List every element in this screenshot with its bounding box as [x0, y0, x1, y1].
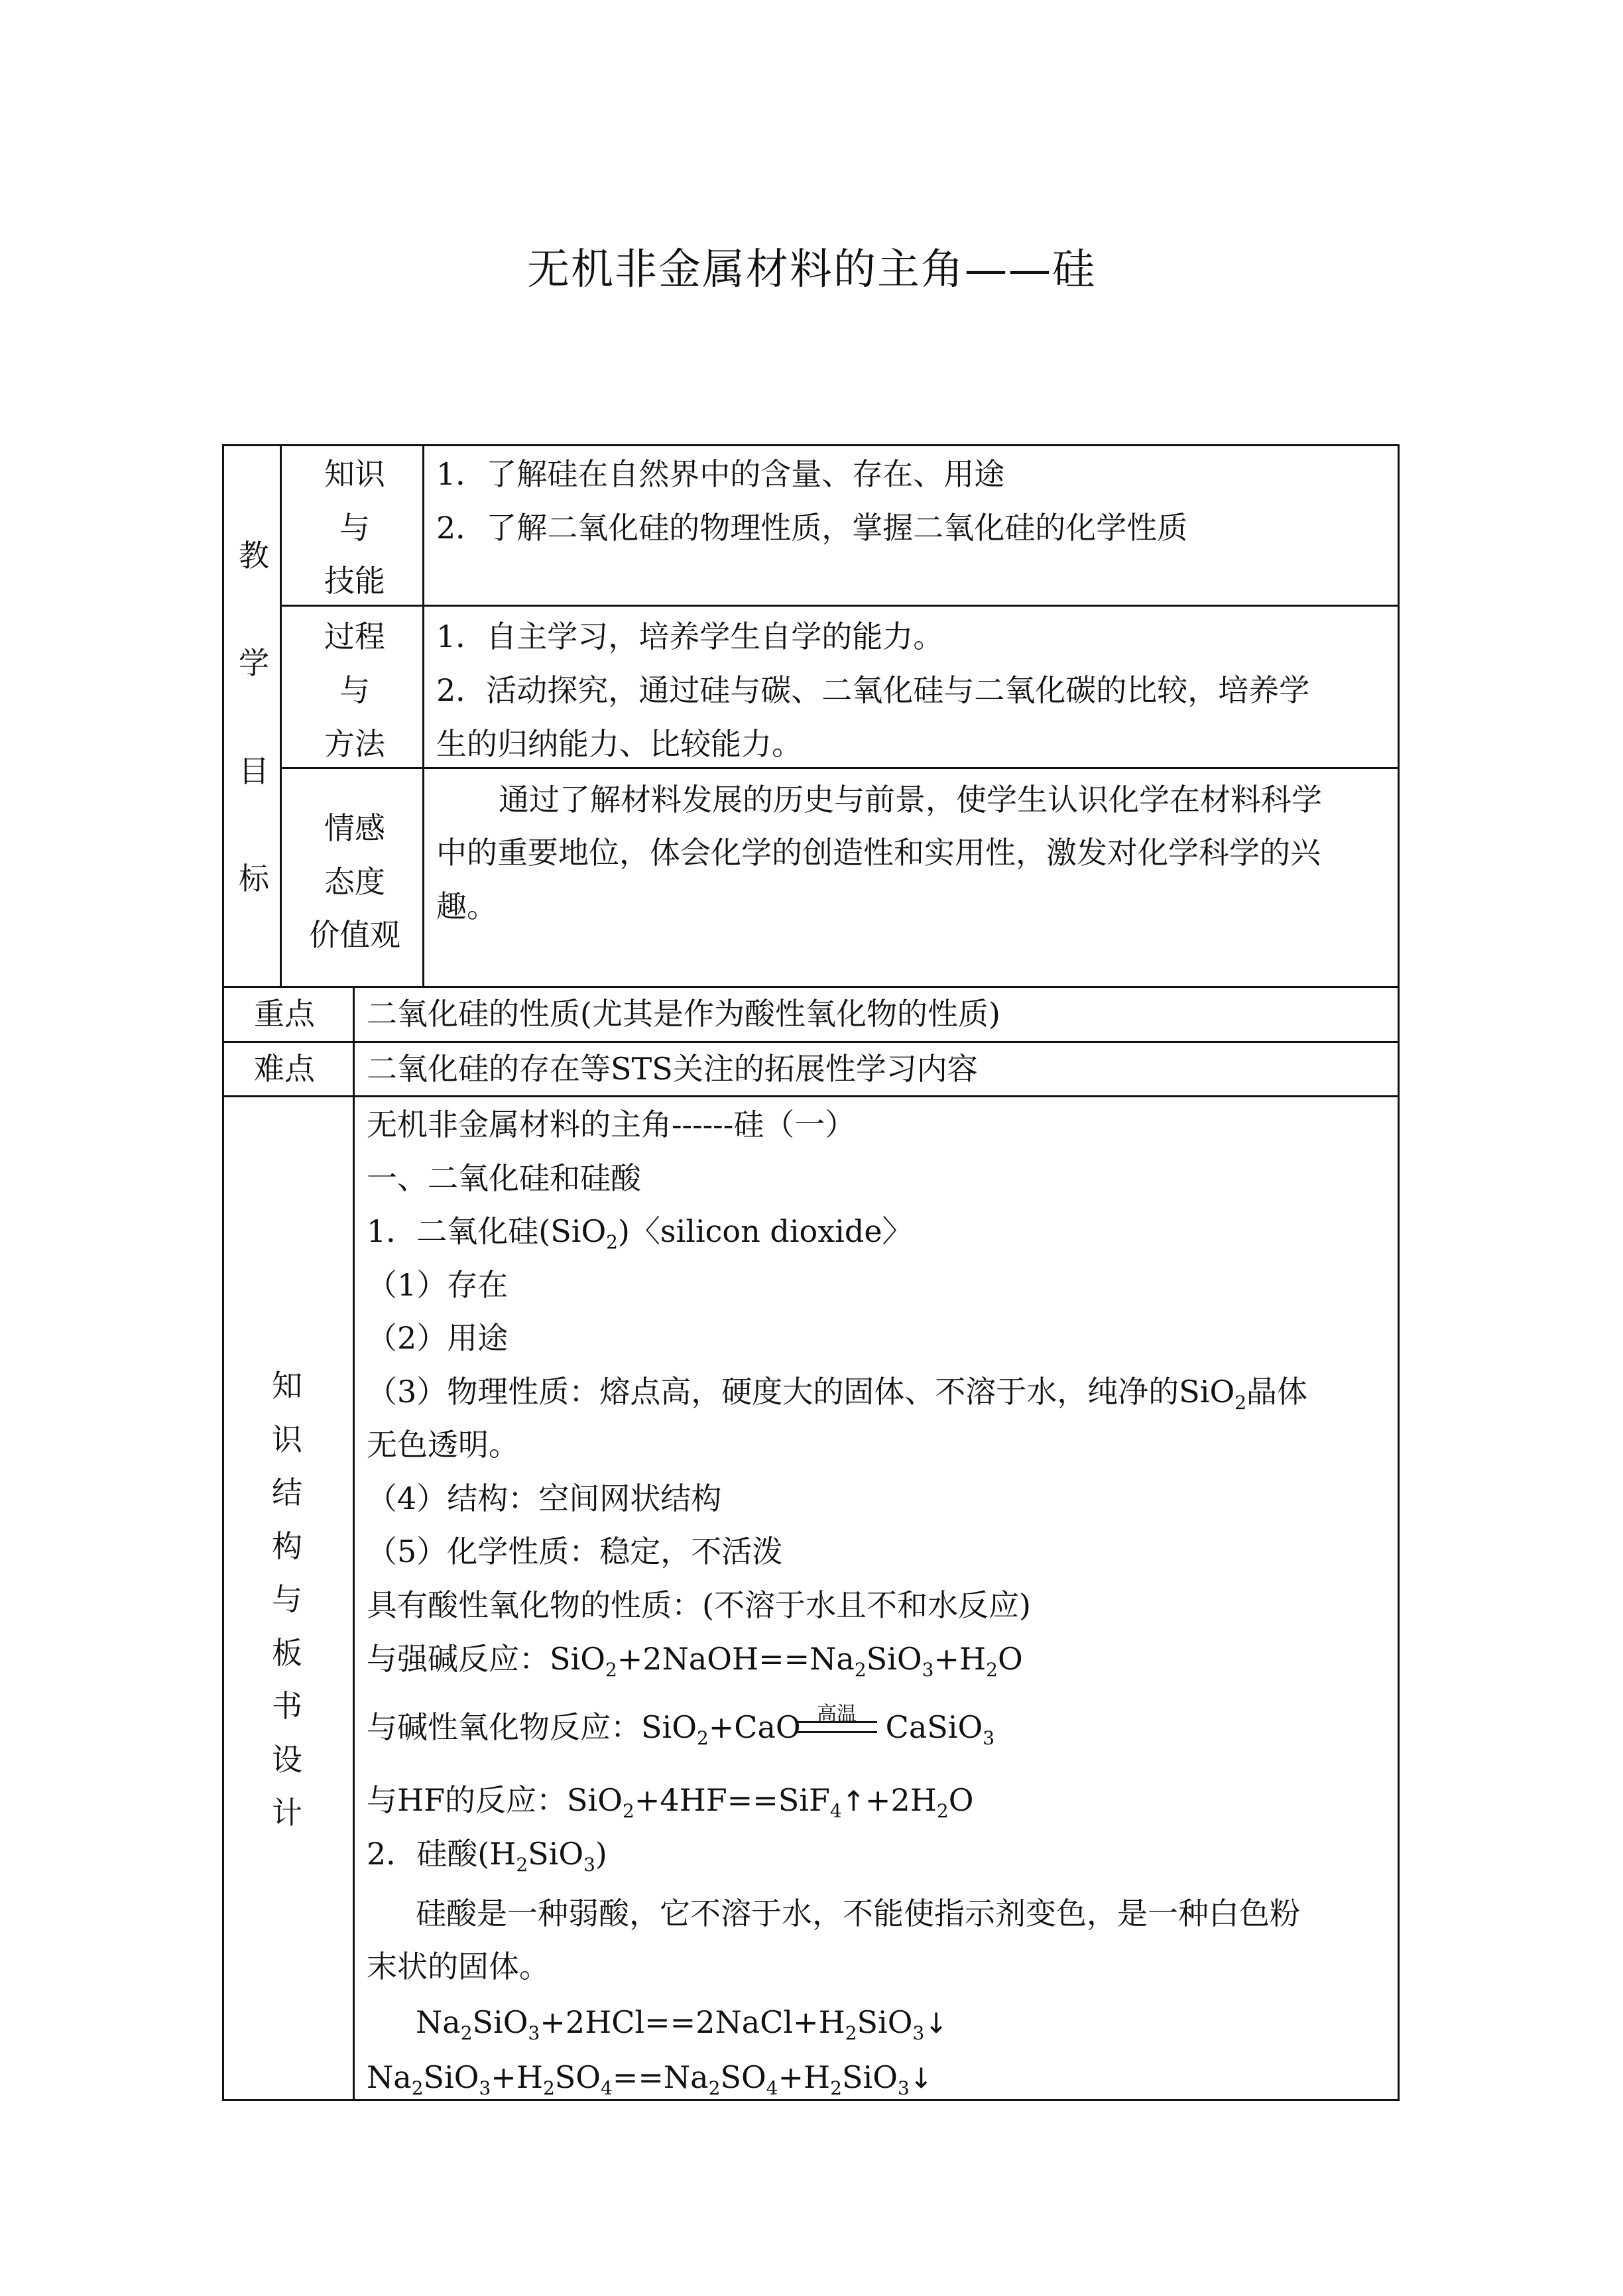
knowledge-label: 知识: [324, 456, 385, 492]
silicic-acid-desc-cont: 末状的固体。: [367, 1949, 550, 1984]
table-divider-objective-group: [280, 444, 282, 988]
table-border-left: [222, 444, 224, 2101]
process-label: 与: [339, 672, 370, 708]
process-line: 2．活动探究，通过硅与碳、二氧化硅与二氧化碳的比较，培养学: [436, 672, 1310, 708]
process-line: 生的归纳能力、比较能力。: [436, 726, 802, 762]
emotion-label: 态度: [324, 864, 385, 900]
page-title: 无机非金属材料的主角——硅: [527, 245, 1096, 294]
reaction-basic-oxide: 与碱性氧化物反应：SiO$_2$+CaO CaSiO$_3$: [367, 1709, 995, 1749]
emotion-line: 通过了解材料发展的历史与前景，使学生认识化学在材料科学: [499, 782, 1322, 817]
process-label: 方法: [324, 726, 385, 762]
process-label: 过程: [324, 619, 385, 654]
structure-label-char: 知: [272, 1368, 302, 1404]
table-line-objectives-end: [222, 986, 1400, 988]
reaction-strong-base: 与强碱反应：$SiO_2+2NaOH==Na_2SiO_3+H_2O$: [367, 1641, 1023, 1681]
table-divider-lower: [353, 986, 355, 2101]
reaction-hf: 与HF的反应：$SiO_2+4HF==SiF_4↑+2H_2O$: [367, 1782, 974, 1822]
structure-heading: 无机非金属材料的主角------硅（一）: [367, 1107, 856, 1142]
objectives-label-char: 学: [239, 645, 269, 681]
physical-properties-cont: 无色透明。: [367, 1427, 519, 1463]
difficulty-label: 难点: [254, 1051, 315, 1087]
difficulty-text: 二氧化硅的存在等STS关注的拓展性学习内容: [367, 1051, 978, 1087]
emotion-line: 趣。: [436, 888, 497, 924]
table-border-bottom: [222, 2099, 1400, 2101]
process-line: 1．自主学习，培养学生自学的能力。: [436, 619, 944, 654]
knowledge-label: 与: [339, 510, 370, 546]
table-border-right: [1398, 444, 1400, 2101]
emotion-label: 情感: [324, 810, 385, 846]
table-line-difficulty: [222, 1095, 1400, 1097]
table-line-process: [280, 767, 1400, 769]
table-line-keypoint: [222, 1041, 1400, 1043]
knowledge-line: 2．了解二氧化硅的物理性质，掌握二氧化硅的化学性质: [436, 510, 1188, 546]
emotion-label: 价值观: [309, 917, 400, 953]
key-point-label: 重点: [254, 996, 315, 1032]
acidic-oxide-note: 具有酸性氧化物的性质：(不溶于水且不和水反应): [367, 1587, 1031, 1623]
table-line-knowledge: [280, 605, 1400, 607]
structure-label-char: 板: [272, 1635, 302, 1671]
structure-label-char: 识: [272, 1421, 302, 1457]
structure-label-char: 与: [272, 1581, 302, 1617]
structure-label-char: 结: [272, 1475, 302, 1510]
table-divider-objective-content: [422, 444, 424, 988]
existence-item: （1）存在: [367, 1267, 509, 1303]
key-point-text: 二氧化硅的性质(尤其是作为酸性氧化物的性质): [367, 996, 1000, 1032]
structure-label-char: 计: [272, 1795, 302, 1831]
silicic-acid-desc: 硅酸是一种弱酸，它不溶于水，不能使指示剂变色，是一种白色粉: [416, 1896, 1300, 1931]
silicon-dioxide-heading: 1．二氧化硅(SiO$_2$)〈silicon dioxide〉: [367, 1213, 913, 1253]
objectives-label-char: 教: [239, 538, 269, 574]
use-item: （2）用途: [367, 1320, 509, 1356]
high-temperature-condition: 高温: [817, 1703, 857, 1726]
silicic-acid-heading: 2．硅酸$(H_2SiO_3)$: [367, 1836, 607, 1876]
knowledge-line: 1．了解硅在自然界中的含量、存在、用途: [436, 456, 1005, 492]
reaction-equals-sign: [798, 1721, 877, 1733]
reaction-hcl: $Na_2SiO_3+2HCl==2NaCl+H_2SiO_3↓$: [416, 2004, 948, 2044]
structure-label-char: 设: [272, 1742, 302, 1778]
objectives-label-char: 标: [239, 861, 269, 896]
objectives-label-char: 目: [239, 753, 269, 789]
reaction-h2so4: $Na_2SiO_3+H_2SO_4==Na_2SO_4+H_2SiO_3↓$: [367, 2059, 933, 2099]
section-heading: 一、二氧化硅和硅酸: [367, 1160, 641, 1196]
knowledge-label: 技能: [324, 563, 385, 599]
emotion-line: 中的重要地位，体会化学的创造性和实用性，激发对化学科学的兴: [436, 835, 1321, 871]
structure-label-char: 书: [272, 1688, 302, 1724]
table-border-top: [222, 444, 1400, 446]
chemical-properties: （5）化学性质：稳定，不活泼: [367, 1534, 783, 1569]
structure-label-char: 构: [272, 1528, 302, 1564]
physical-properties: （3）物理性质：熔点高，硬度大的固体、不溶于水，纯净的SiO$_2$晶体: [367, 1374, 1308, 1414]
structure-item: （4）结构：空间网状结构: [367, 1480, 722, 1516]
